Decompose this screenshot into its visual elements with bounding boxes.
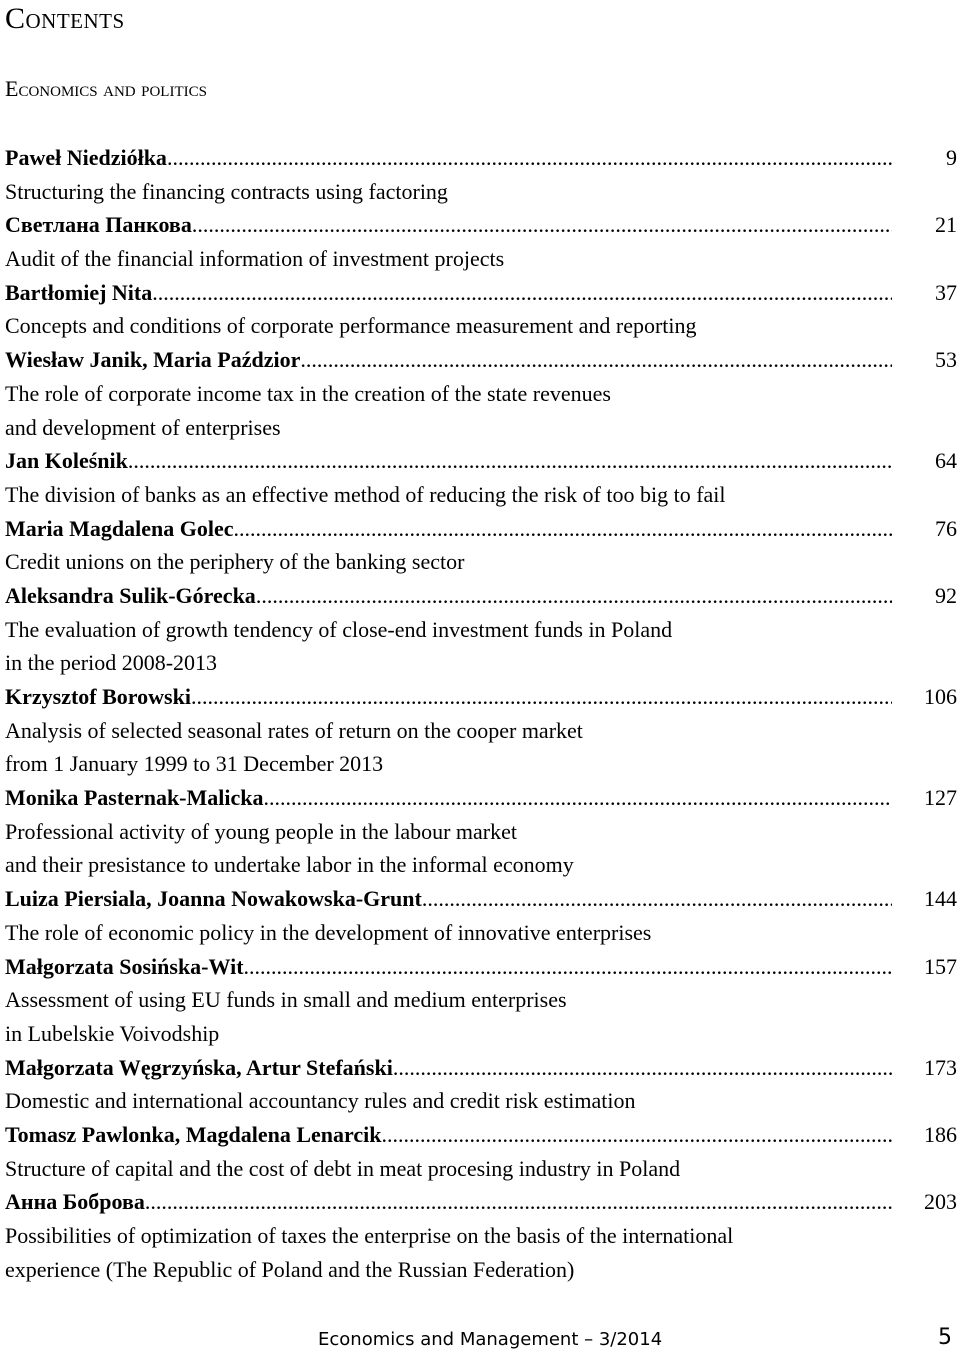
toc-leader (5, 208, 892, 242)
toc-page-number: 53 (935, 347, 957, 373)
page-title: Contents (5, 2, 125, 35)
toc-article-title: Analysis of selected seasonal rates of return on the cooper market (5, 717, 583, 743)
toc-page-number: 186 (924, 1121, 957, 1147)
toc-entry (5, 208, 957, 275)
footer-page-number: 5 (938, 1325, 952, 1350)
toc-leader (5, 1118, 892, 1152)
toc-author: Светлана Панкова (5, 212, 192, 238)
toc-author-line[interactable] (5, 276, 957, 310)
toc-author-line[interactable] (5, 444, 957, 478)
toc-entry (5, 343, 957, 444)
toc-article-title: Assessment of using EU funds in small and medium enterprises (5, 987, 567, 1013)
toc-author-line[interactable] (5, 512, 957, 546)
toc-dot-leader (191, 680, 892, 714)
toc-author: Tomasz Pawlonka, Magdalena Lenarcik (5, 1121, 382, 1147)
toc-article-title: experience (The Republic of Poland and the Russian Federation) (5, 1256, 575, 1282)
toc-article-title: Concepts and conditions of corporate performance measurement and reporting (5, 313, 697, 339)
toc-dot-leader (192, 208, 892, 242)
toc-dot-leader (422, 882, 892, 916)
section-title: Economics and politics (5, 76, 207, 101)
toc-article-title: in Lubelskie Voivodship (5, 1020, 220, 1046)
toc-author-line[interactable] (5, 1051, 957, 1085)
toc-author-line[interactable] (5, 343, 957, 377)
table-of-contents (5, 141, 957, 1286)
toc-page-number: 64 (935, 448, 957, 474)
toc-author-line[interactable] (5, 1118, 957, 1152)
toc-author: Wiesław Janik, Maria Paździor (5, 347, 301, 373)
toc-article-title: The role of corporate income tax in the creation of the state revenues (5, 380, 611, 406)
toc-dot-leader (264, 781, 893, 815)
toc-author-line[interactable] (5, 208, 957, 242)
toc-author-line[interactable] (5, 1185, 957, 1219)
toc-page-number: 144 (924, 886, 957, 912)
toc-author: Krzysztof Borowski (5, 684, 191, 709)
toc-leader (5, 512, 892, 546)
footer-journal: Economics and Management – 3/2014 (318, 1329, 663, 1350)
toc-author-line[interactable] (5, 950, 957, 984)
toc-entry (5, 781, 957, 882)
toc-dot-leader (256, 579, 892, 613)
toc-dot-leader (234, 512, 892, 546)
toc-author: Luiza Piersiala, Joanna Nowakowska-Grunt (5, 886, 422, 912)
toc-author: Maria Magdalena Golec (5, 515, 234, 541)
toc-dot-leader (152, 276, 892, 310)
toc-article-title: The role of economic policy in the development of innovative enterprises (5, 919, 652, 945)
toc-page-number: 173 (924, 1054, 957, 1080)
toc-entry (5, 680, 957, 781)
toc-author-line[interactable] (5, 882, 957, 916)
toc-author: Bartłomiej Nita (5, 279, 153, 305)
toc-dot-leader (393, 1051, 892, 1085)
toc-entry (5, 1185, 957, 1286)
toc-article-title: The evaluation of growth tendency of close-end investment funds in Poland (5, 616, 673, 642)
toc-page-number: 106 (924, 684, 957, 709)
toc-article-title: The division of banks as an effective method of reducing the risk of too big to fail (5, 481, 726, 507)
toc-article-title: from 1 January 1999 to 31 December 2013 (5, 751, 384, 777)
toc-article-title: and development of enterprises (5, 414, 281, 440)
toc-page-number: 127 (924, 785, 957, 811)
toc-author-line[interactable] (5, 680, 957, 714)
toc-author-line[interactable] (5, 579, 957, 613)
toc-leader (5, 781, 892, 815)
toc-article-title: Structure of capital and the cost of debt in meat procesing industry in Poland (5, 1155, 681, 1181)
toc-leader (5, 680, 892, 714)
toc-page-number: 203 (924, 1189, 957, 1215)
toc-article-title: and their presistance to undertake labor in the informal economy (5, 852, 574, 878)
toc-author: Анна Боброва (5, 1189, 145, 1215)
toc-leader (5, 882, 892, 916)
toc-leader (5, 276, 892, 310)
toc-leader (5, 1051, 892, 1085)
toc-article-title: Professional activity of young people in the labour market (5, 818, 517, 844)
toc-article-title: Domestic and international accountancy rules and credit risk estimation (5, 1088, 636, 1114)
toc-entry (5, 276, 957, 343)
toc-leader (5, 444, 892, 478)
toc-page-number: 21 (935, 212, 957, 238)
toc-leader (5, 950, 892, 984)
toc-article-title: Structuring the financing contracts using factoring (5, 178, 448, 204)
toc-dot-leader (145, 1185, 892, 1219)
toc-page-number: 157 (924, 953, 957, 979)
toc-entry (5, 882, 957, 949)
toc-entry (5, 950, 957, 1051)
toc-article-title: Audit of the financial information of investment projects (5, 246, 505, 272)
toc-article-title: Credit unions on the periphery of the banking sector (5, 549, 465, 575)
toc-author-line[interactable] (5, 141, 957, 175)
toc-leader (5, 343, 892, 377)
toc-dot-leader (244, 950, 892, 984)
toc-page-number: 9 (946, 145, 957, 170)
toc-leader (5, 141, 892, 175)
toc-leader (5, 579, 892, 613)
toc-page-number: 37 (935, 279, 957, 305)
toc-article-title: in the period 2008-2013 (5, 650, 218, 676)
toc-author: Małgorzata Sosińska-Wit (5, 953, 244, 979)
toc-entry (5, 141, 957, 208)
toc-leader (5, 1185, 892, 1219)
toc-dot-leader (300, 343, 892, 377)
toc-dot-leader (128, 444, 892, 478)
toc-entry (5, 1051, 957, 1118)
toc-author: Paweł Niedziółka (5, 145, 167, 170)
toc-dot-leader (381, 1118, 892, 1152)
toc-entry (5, 1118, 957, 1185)
toc-author-line[interactable] (5, 781, 957, 815)
toc-page-number: 76 (935, 515, 957, 541)
toc-entry (5, 579, 957, 680)
toc-author: Jan Koleśnik (5, 448, 128, 474)
toc-author: Małgorzata Węgrzyńska, Artur Stefański (5, 1054, 393, 1080)
toc-author: Monika Pasternak-Malicka (5, 785, 264, 811)
toc-entry (5, 444, 957, 511)
toc-page-number: 92 (935, 582, 957, 608)
toc-entry (5, 512, 957, 579)
toc-article-title: Possibilities of optimization of taxes the enterprise on the basis of the international (5, 1223, 734, 1248)
toc-dot-leader (167, 141, 892, 175)
toc-author: Aleksandra Sulik-Górecka (5, 582, 256, 608)
